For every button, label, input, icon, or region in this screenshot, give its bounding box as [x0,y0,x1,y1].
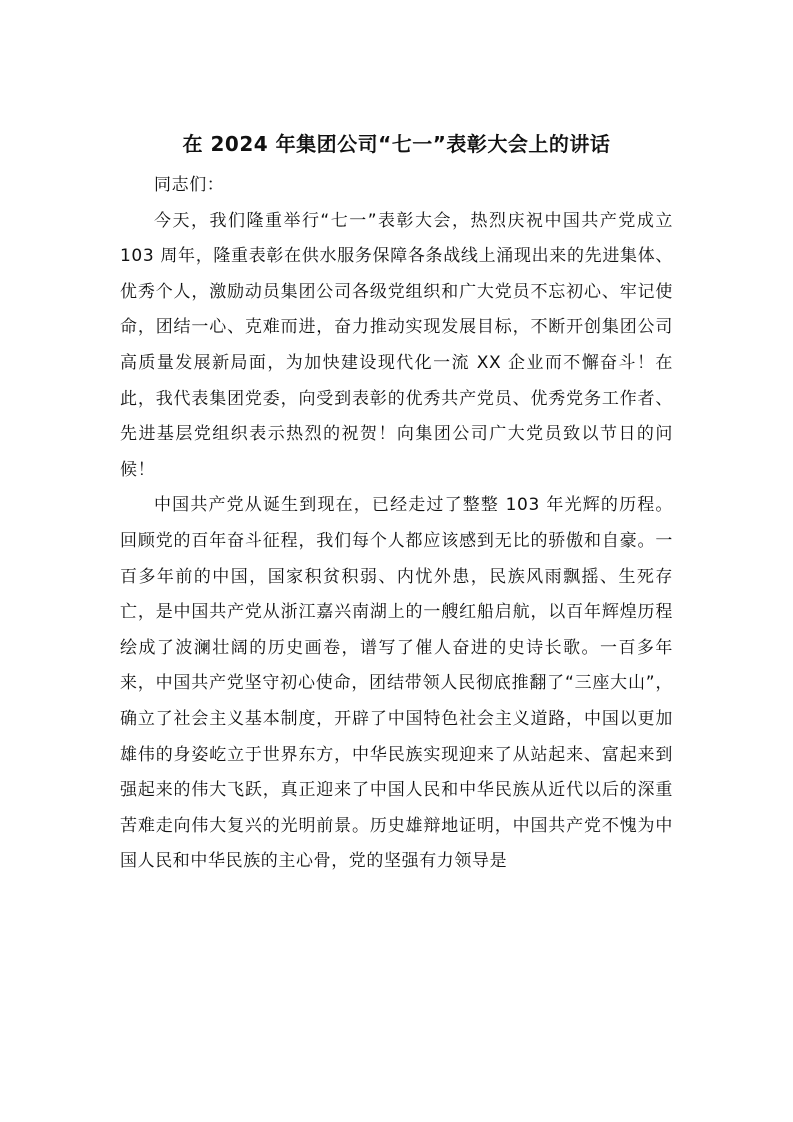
document-body [120,168,673,880]
paragraph-1: 今天，我们隆重举行“七一”表彰大会，热烈庆祝中国共产党成立 103 周年，隆重表彰在供水服务保障各条战线上涌现出来的先进集体、优秀个人，激励动员集团公司各级党组织和广大党员不忘初心、牢记使命，团结一心、克难而进，奋力推动实现发展目标，不断开创集团公司高质量发展新局面，为加快建设现代化一流 XX 企业而不懈奋斗！在此，我代表集团党委，向受到表彰的优秀共产党员、优秀党务工作者、先进基层党组织表示热烈的祝贺！向集团公司广大党员致以节日的问候！ [120,210,673,480]
salutation: 同志们： [154,175,225,195]
document-title: 在 2024 年集团公司“七一”表彰大会上的讲话 [182,132,611,156]
paragraph-2: 中国共产党从诞生到现在，已经走过了整整 103 年光辉的历程。回顾党的百年奋斗征程，我们每个人都应该感到无比的骄傲和自豪。一百多年前的中国，国家积贫积弱、内忧外患，民族风雨飘摇、生死存亡，是中国共产党从浙江嘉兴南湖上的一艘红船启航，以百年辉煌历程绘成了波澜壮阔的历史画卷，谱写了催人奋进的史诗长歌。一百多年来，中国共产党坚守初心使命，团结带领人民彻底推翻了“三座大山”，确立了社会主义基本制度，开辟了中国特色社会主义道路，中国以更加雄伟的身姿屹立于世界东方，中华民族实现迎来了从站起来、富起来到强起来的伟大飞跃，真正迎来了中国人民和中华民族从近代以后的深重苦难走向伟大复兴的光明前景。历史雄辩地证明，中国共产党不愧为中国人民和中华民族的主心骨，党的坚强有力领导是 [120,495,673,872]
